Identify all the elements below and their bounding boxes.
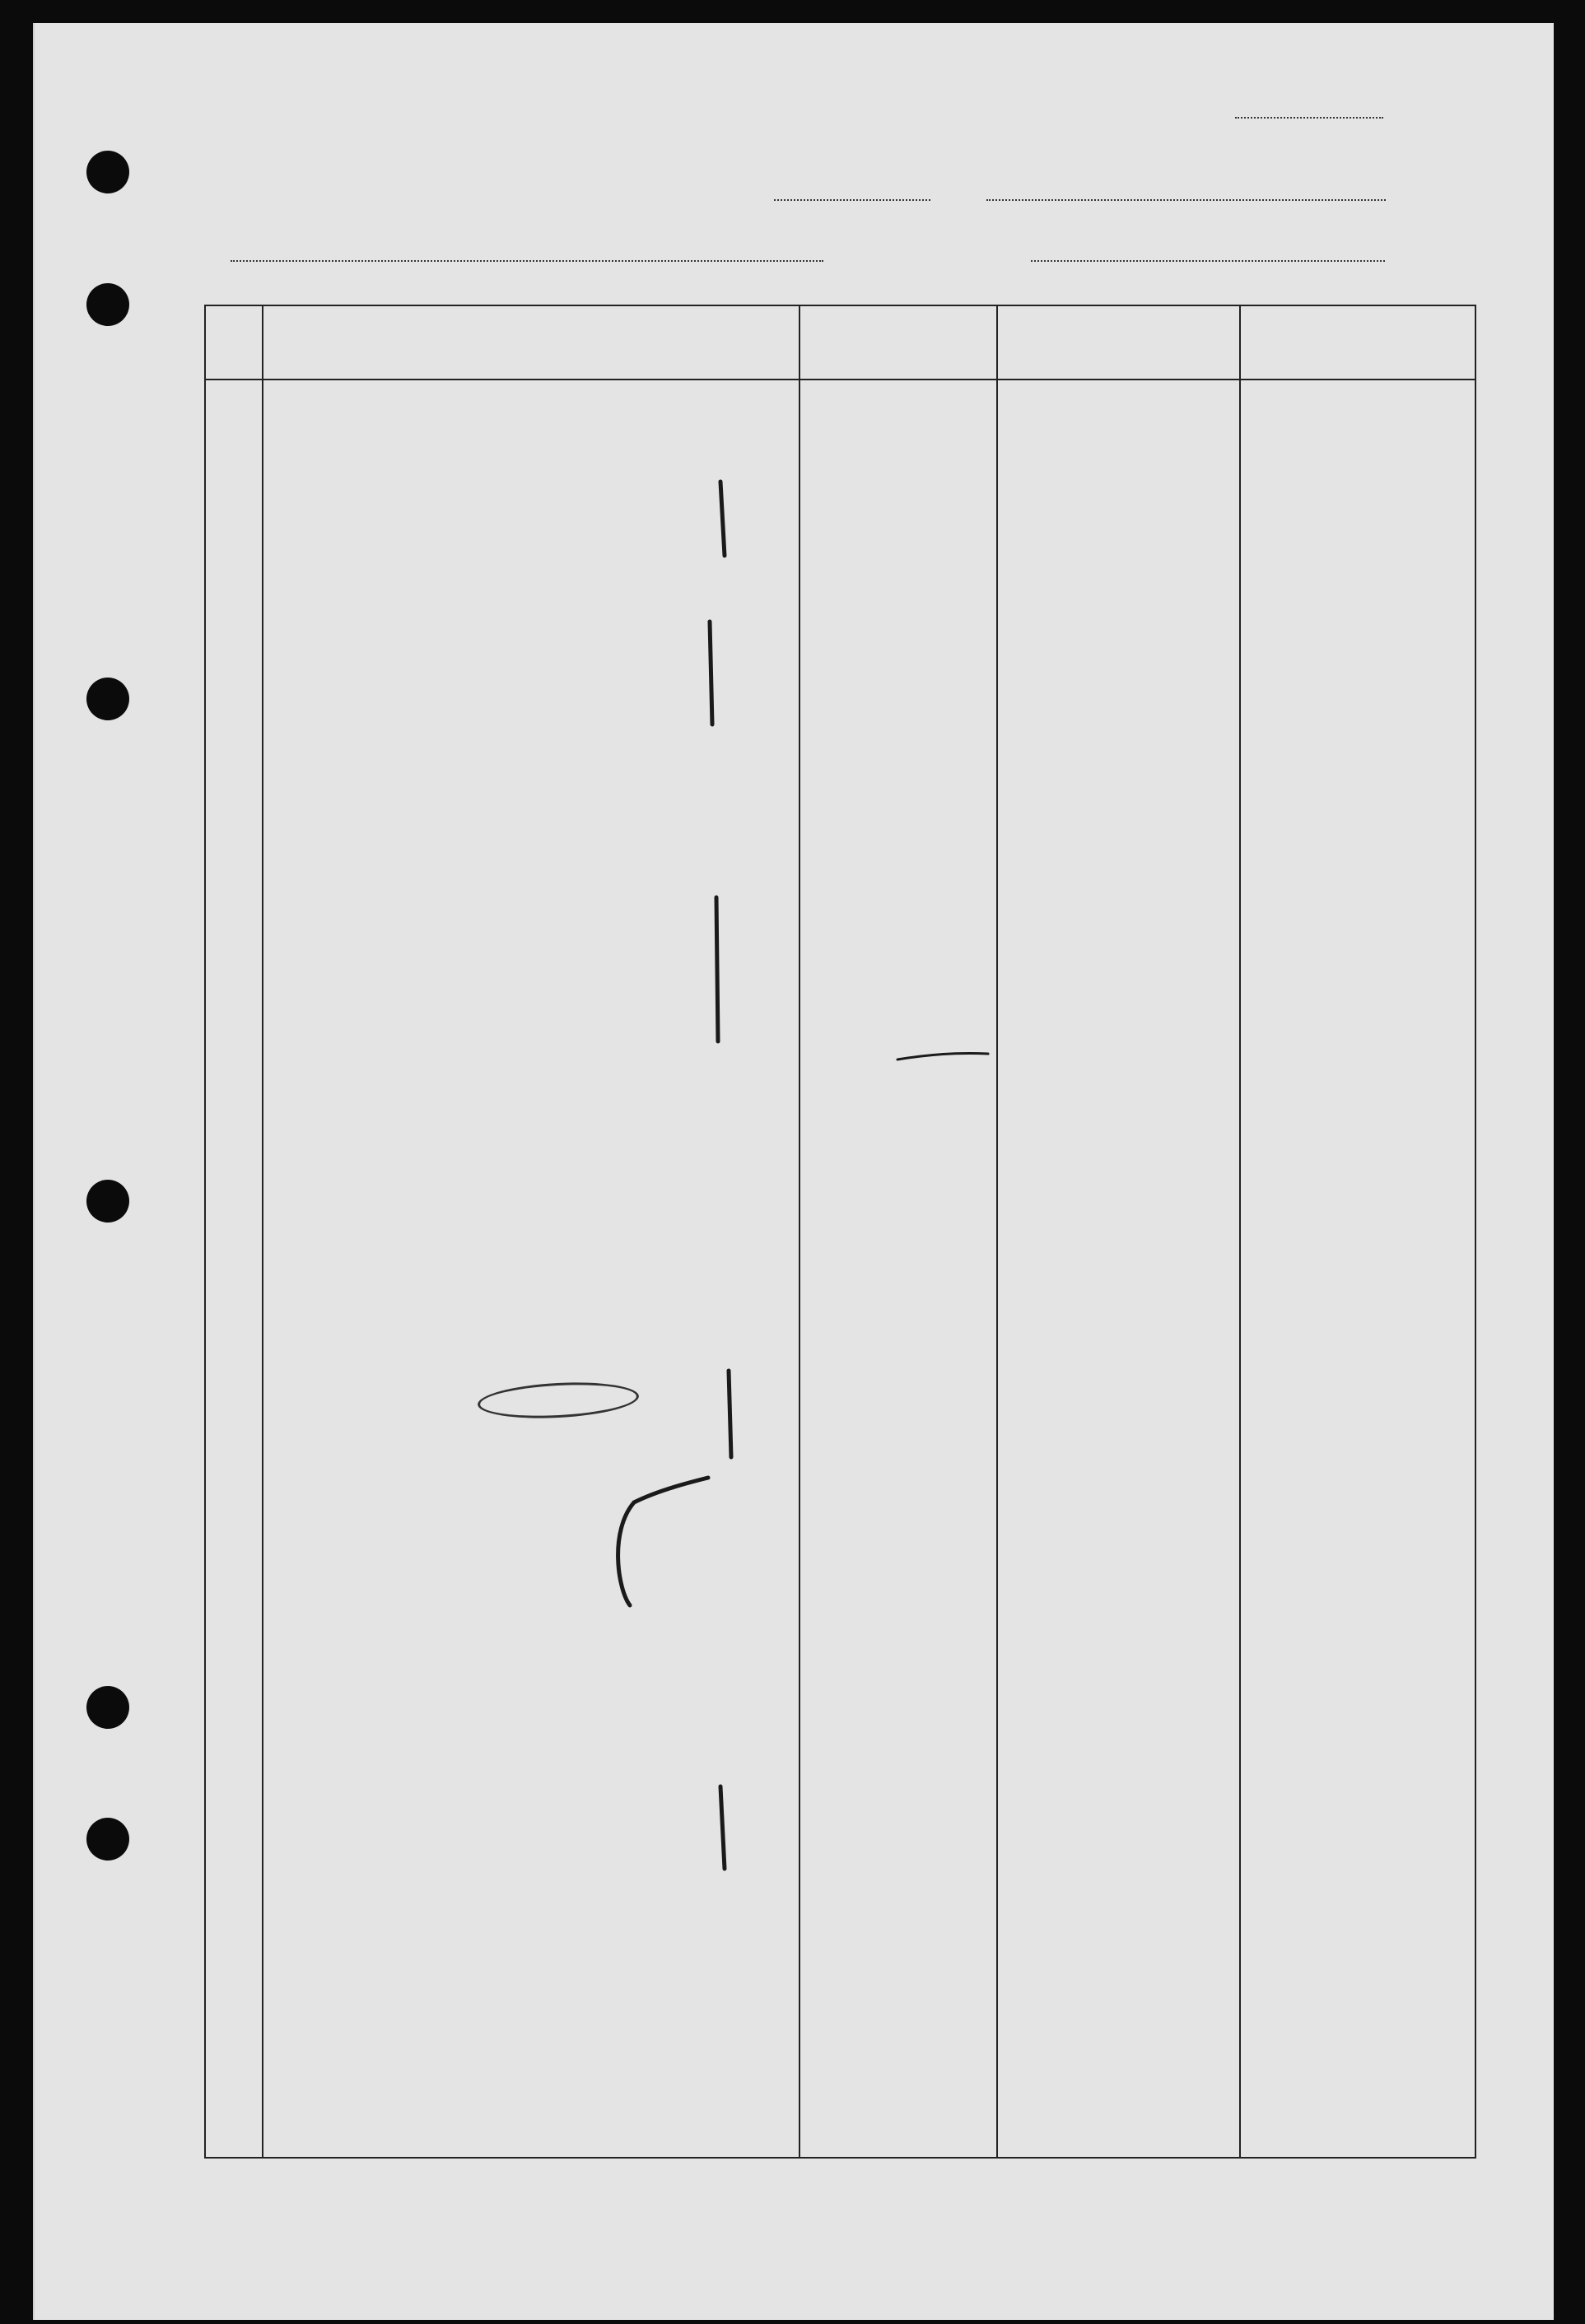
bracket-mark	[634, 1478, 708, 1502]
strike-mark	[897, 1053, 988, 1060]
bracket-mark	[710, 622, 712, 724]
bracket-mark	[716, 897, 718, 1041]
bracket-mark	[618, 1502, 634, 1605]
bracket-mark	[729, 1371, 731, 1457]
bracket-mark	[720, 482, 725, 556]
bracket-mark	[720, 1786, 725, 1869]
